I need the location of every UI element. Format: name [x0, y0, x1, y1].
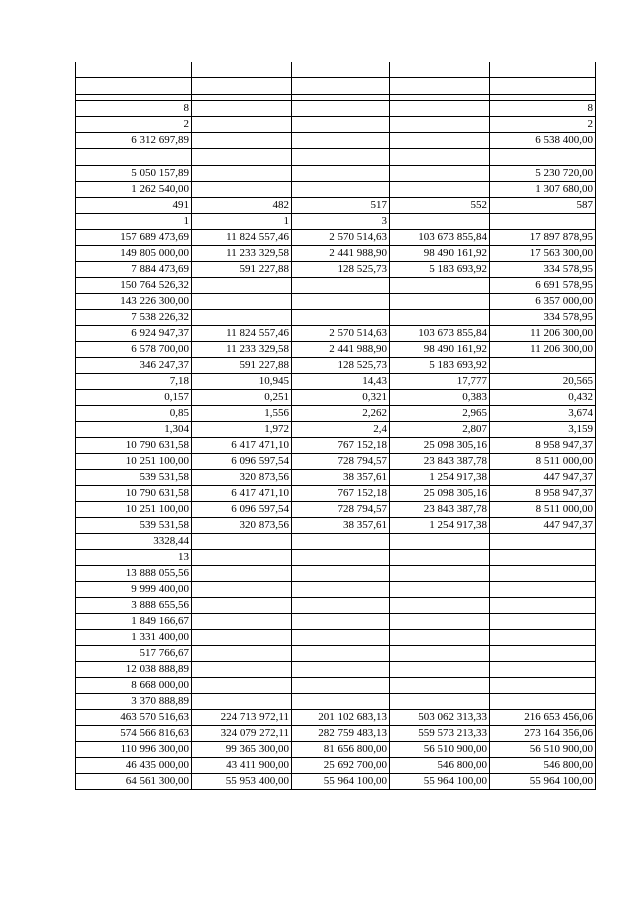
table-row [76, 197, 596, 213]
table-row [76, 132, 596, 148]
table-cell [192, 597, 292, 613]
table-cell [292, 293, 390, 309]
table-cell [390, 645, 490, 661]
table-cell: 10 790 631,58 [76, 437, 192, 453]
table-cell [192, 309, 292, 325]
table-cell: 17 563 300,00 [490, 245, 596, 261]
table-cell [292, 116, 390, 132]
table-cell: 539 531,58 [76, 469, 192, 485]
table-row [76, 245, 596, 261]
table-cell: 17 897 878,95 [490, 229, 596, 245]
table-cell: 591 227,88 [192, 357, 292, 373]
table-cell: 7,18 [76, 373, 192, 389]
table-cell: 1 331 400,00 [76, 629, 192, 645]
table-cell: 149 805 000,00 [76, 245, 192, 261]
table-cell: 10 251 100,00 [76, 453, 192, 469]
table-cell: 273 164 356,06 [490, 725, 596, 741]
table-cell: 103 673 855,84 [390, 325, 490, 341]
table-row [76, 725, 596, 741]
table-cell: 5 050 157,89 [76, 165, 192, 181]
table-cell: 491 [76, 197, 192, 213]
table-cell: 591 227,88 [192, 261, 292, 277]
table-cell [292, 165, 390, 181]
table-cell [390, 77, 490, 94]
table-cell [192, 116, 292, 132]
table-cell [490, 148, 596, 165]
table-cell [390, 677, 490, 693]
table-cell [390, 661, 490, 677]
table-cell: 14,43 [292, 373, 390, 389]
table-cell [292, 277, 390, 293]
table-cell [390, 613, 490, 629]
table-cell: 1,972 [192, 421, 292, 437]
table-cell [292, 309, 390, 325]
table-cell [292, 629, 390, 645]
table-cell: 8 [76, 100, 192, 116]
table-cell: 9 999 400,00 [76, 581, 192, 597]
table-row [76, 453, 596, 469]
table-row [76, 213, 596, 229]
table-cell [390, 293, 490, 309]
table-cell [292, 181, 390, 197]
table-cell [192, 549, 292, 565]
table-cell: 110 996 300,00 [76, 741, 192, 757]
table-cell [390, 629, 490, 645]
table-cell [490, 213, 596, 229]
table-cell [390, 116, 490, 132]
table-cell [192, 661, 292, 677]
table-cell [192, 693, 292, 709]
table-cell [390, 581, 490, 597]
table-cell [292, 645, 390, 661]
table-cell [76, 148, 192, 165]
table-cell: 546 800,00 [490, 757, 596, 773]
table-cell: 3 888 655,56 [76, 597, 192, 613]
table-cell: 6 538 400,00 [490, 132, 596, 148]
table-cell: 10 790 631,58 [76, 485, 192, 501]
table-cell: 10,945 [192, 373, 292, 389]
table-cell: 23 843 387,78 [390, 453, 490, 469]
table-row [76, 757, 596, 773]
table-cell [292, 597, 390, 613]
table-cell: 143 226 300,00 [76, 293, 192, 309]
table-row [76, 693, 596, 709]
table-cell: 0,432 [490, 389, 596, 405]
table-cell: 5 183 693,92 [390, 357, 490, 373]
table-cell: 3,159 [490, 421, 596, 437]
table-cell [490, 62, 596, 77]
table-cell: 346 247,37 [76, 357, 192, 373]
table-row [76, 261, 596, 277]
table-cell: 11 824 557,46 [192, 229, 292, 245]
table-cell: 216 653 456,06 [490, 709, 596, 725]
table-cell: 11 206 300,00 [490, 325, 596, 341]
table-cell [390, 533, 490, 549]
table-row [76, 517, 596, 533]
table-cell: 11 233 329,58 [192, 245, 292, 261]
table-row [76, 277, 596, 293]
table-cell [192, 629, 292, 645]
table-cell [292, 677, 390, 693]
table-cell: 1 307 680,00 [490, 181, 596, 197]
table-cell: 0,157 [76, 389, 192, 405]
table-cell: 13 888 055,56 [76, 565, 192, 581]
table-cell [292, 62, 390, 77]
table-cell: 767 152,18 [292, 437, 390, 453]
table-cell: 447 947,37 [490, 517, 596, 533]
table-cell: 7 538 226,32 [76, 309, 192, 325]
table-cell [292, 661, 390, 677]
table-cell: 0,251 [192, 389, 292, 405]
table-cell: 0,321 [292, 389, 390, 405]
table-cell [490, 581, 596, 597]
table-cell: 282 759 483,13 [292, 725, 390, 741]
table-row [76, 773, 596, 789]
table-row [76, 581, 596, 597]
table-cell: 1 254 917,38 [390, 469, 490, 485]
table-cell: 447 947,37 [490, 469, 596, 485]
table-cell: 38 357,61 [292, 469, 390, 485]
table-cell [192, 645, 292, 661]
table-cell [292, 581, 390, 597]
table-cell: 2 570 514,63 [292, 325, 390, 341]
table-cell: 64 561 300,00 [76, 773, 192, 789]
table-cell: 55 964 100,00 [292, 773, 390, 789]
table-cell: 0,85 [76, 405, 192, 421]
table-cell: 552 [390, 197, 490, 213]
table-cell [76, 62, 192, 77]
table-row [76, 325, 596, 341]
table-cell: 81 656 800,00 [292, 741, 390, 757]
table-cell: 728 794,57 [292, 453, 390, 469]
table-cell: 3328,44 [76, 533, 192, 549]
table-cell: 1 [76, 213, 192, 229]
table-cell [390, 277, 490, 293]
table-cell: 1,556 [192, 405, 292, 421]
table-row [76, 77, 596, 94]
table-cell: 2 441 988,90 [292, 341, 390, 357]
table-cell: 1,304 [76, 421, 192, 437]
table-cell: 8 958 947,37 [490, 437, 596, 453]
table-cell [192, 613, 292, 629]
table-cell: 320 873,56 [192, 469, 292, 485]
table-row [76, 357, 596, 373]
table-cell [292, 565, 390, 581]
table-cell: 2,262 [292, 405, 390, 421]
table-cell: 6 357 000,00 [490, 293, 596, 309]
table-cell: 224 713 972,11 [192, 709, 292, 725]
table-row [76, 533, 596, 549]
table-cell: 5 230 720,00 [490, 165, 596, 181]
table-cell: 11 233 329,58 [192, 341, 292, 357]
table-cell [490, 677, 596, 693]
table-cell [292, 77, 390, 94]
table-cell: 55 964 100,00 [390, 773, 490, 789]
table-cell [192, 165, 292, 181]
table-row [76, 501, 596, 517]
table-cell [192, 581, 292, 597]
table-cell: 43 411 900,00 [192, 757, 292, 773]
table-cell: 539 531,58 [76, 517, 192, 533]
table-cell: 503 062 313,33 [390, 709, 490, 725]
table-cell [192, 77, 292, 94]
table-row [76, 741, 596, 757]
table-cell: 0,383 [390, 389, 490, 405]
table-cell [490, 77, 596, 94]
table-cell: 6 417 471,10 [192, 485, 292, 501]
table-cell: 98 490 161,92 [390, 341, 490, 357]
table-cell [490, 629, 596, 645]
table-cell: 2 [490, 116, 596, 132]
table-row [76, 389, 596, 405]
table-cell [490, 357, 596, 373]
table-cell: 2,807 [390, 421, 490, 437]
table-cell: 11 824 557,46 [192, 325, 292, 341]
table-cell [192, 277, 292, 293]
table-cell: 46 435 000,00 [76, 757, 192, 773]
table-cell: 8 958 947,37 [490, 485, 596, 501]
table-cell [192, 132, 292, 148]
table-cell: 2 441 988,90 [292, 245, 390, 261]
table-cell: 8 668 000,00 [76, 677, 192, 693]
table-cell: 157 689 473,69 [76, 229, 192, 245]
table-cell: 6 578 700,00 [76, 341, 192, 357]
table-cell: 1 262 540,00 [76, 181, 192, 197]
table-cell: 728 794,57 [292, 501, 390, 517]
table-cell: 6 417 471,10 [192, 437, 292, 453]
table-cell: 1 254 917,38 [390, 517, 490, 533]
table-cell: 6 691 578,95 [490, 277, 596, 293]
table-cell [390, 597, 490, 613]
table-row [76, 309, 596, 325]
table-cell: 13 [76, 549, 192, 565]
table-cell [292, 613, 390, 629]
table-row [76, 677, 596, 693]
table-cell [390, 165, 490, 181]
table-cell [192, 148, 292, 165]
table-cell: 56 510 900,00 [390, 741, 490, 757]
table-cell: 150 764 526,32 [76, 277, 192, 293]
table-cell: 10 251 100,00 [76, 501, 192, 517]
table-cell [192, 565, 292, 581]
table-cell [192, 181, 292, 197]
table-cell [390, 213, 490, 229]
table-row [76, 229, 596, 245]
table-cell: 25 098 305,16 [390, 437, 490, 453]
table-cell: 6 096 597,54 [192, 501, 292, 517]
table-cell: 20,565 [490, 373, 596, 389]
table-cell [390, 100, 490, 116]
table-cell: 6 924 947,37 [76, 325, 192, 341]
table-cell: 8 511 000,00 [490, 501, 596, 517]
table-cell: 1 [192, 213, 292, 229]
table-cell: 334 578,95 [490, 261, 596, 277]
table-cell [490, 597, 596, 613]
table-cell: 1 849 166,67 [76, 613, 192, 629]
table-row [76, 148, 596, 165]
table-row [76, 549, 596, 565]
table-cell [292, 693, 390, 709]
table-cell: 587 [490, 197, 596, 213]
table-cell [76, 77, 192, 94]
table-cell: 56 510 900,00 [490, 741, 596, 757]
table-cell: 559 573 213,33 [390, 725, 490, 741]
table-row [76, 373, 596, 389]
table-cell: 103 673 855,84 [390, 229, 490, 245]
table-cell: 8 [490, 100, 596, 116]
table-row [76, 181, 596, 197]
table-cell [192, 677, 292, 693]
table-cell [390, 309, 490, 325]
table-cell: 3,674 [490, 405, 596, 421]
table-row [76, 100, 596, 116]
table-cell [292, 100, 390, 116]
table-cell: 23 843 387,78 [390, 501, 490, 517]
table-cell [192, 100, 292, 116]
table-row [76, 709, 596, 725]
table-cell: 463 570 516,63 [76, 709, 192, 725]
table-cell: 98 490 161,92 [390, 245, 490, 261]
table-cell: 6 312 697,89 [76, 132, 192, 148]
table-cell [490, 565, 596, 581]
table-cell: 334 578,95 [490, 309, 596, 325]
table-cell [292, 132, 390, 148]
table-cell: 128 525,73 [292, 261, 390, 277]
table-row [76, 469, 596, 485]
table-cell [390, 181, 490, 197]
table-cell: 2 570 514,63 [292, 229, 390, 245]
table-cell: 55 953 400,00 [192, 773, 292, 789]
table-cell: 7 884 473,69 [76, 261, 192, 277]
table-row [76, 485, 596, 501]
table-cell [490, 533, 596, 549]
table-cell [490, 549, 596, 565]
table-cell: 12 038 888,89 [76, 661, 192, 677]
table-cell: 6 096 597,54 [192, 453, 292, 469]
table-cell [490, 613, 596, 629]
table-cell: 324 079 272,11 [192, 725, 292, 741]
table-cell [292, 148, 390, 165]
table-cell: 25 098 305,16 [390, 485, 490, 501]
table-cell: 99 365 300,00 [192, 741, 292, 757]
table-cell [192, 62, 292, 77]
table-body [76, 62, 596, 789]
table-cell [390, 62, 490, 77]
table-cell [292, 549, 390, 565]
table-row [76, 293, 596, 309]
table-cell: 517 766,67 [76, 645, 192, 661]
table-cell [192, 293, 292, 309]
table-cell [390, 565, 490, 581]
table-cell: 482 [192, 197, 292, 213]
table-row [76, 565, 596, 581]
table-cell [390, 549, 490, 565]
table-row [76, 421, 596, 437]
table-cell: 574 566 816,63 [76, 725, 192, 741]
table-cell: 17,777 [390, 373, 490, 389]
table-cell [490, 645, 596, 661]
table-cell: 38 357,61 [292, 517, 390, 533]
table-row [76, 116, 596, 132]
table-cell: 767 152,18 [292, 485, 390, 501]
table-row [76, 405, 596, 421]
table-cell: 55 964 100,00 [490, 773, 596, 789]
table-cell: 201 102 683,13 [292, 709, 390, 725]
table-cell: 517 [292, 197, 390, 213]
table-cell [292, 533, 390, 549]
table-cell: 25 692 700,00 [292, 757, 390, 773]
table-row [76, 645, 596, 661]
table-cell: 546 800,00 [390, 757, 490, 773]
table-cell: 5 183 693,92 [390, 261, 490, 277]
table-cell: 128 525,73 [292, 357, 390, 373]
table-cell: 2,4 [292, 421, 390, 437]
table-row [76, 165, 596, 181]
table-row [76, 661, 596, 677]
data-table [75, 62, 596, 790]
table-cell [390, 132, 490, 148]
table-cell: 3 [292, 213, 390, 229]
table-cell: 320 873,56 [192, 517, 292, 533]
table-cell [192, 533, 292, 549]
table-cell [390, 148, 490, 165]
table-row [76, 62, 596, 77]
table-cell: 8 511 000,00 [490, 453, 596, 469]
table-row [76, 613, 596, 629]
table-row [76, 597, 596, 613]
table-row [76, 437, 596, 453]
table-cell: 2 [76, 116, 192, 132]
table-cell [490, 661, 596, 677]
table-cell [490, 693, 596, 709]
table-row [76, 629, 596, 645]
table-row [76, 341, 596, 357]
table-cell [390, 693, 490, 709]
table-cell: 2,965 [390, 405, 490, 421]
table-cell: 3 370 888,89 [76, 693, 192, 709]
table-cell: 11 206 300,00 [490, 341, 596, 357]
